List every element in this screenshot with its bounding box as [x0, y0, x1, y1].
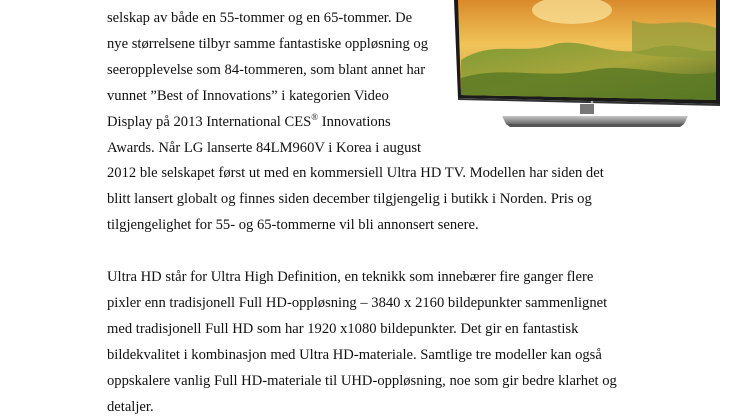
paragraph-text: Display på 2013 International CES — [107, 114, 312, 130]
paragraph-line: med tradisjonell Full HD som har 1920 x1080 bildepunkter. Det gir en fantastisk — [107, 321, 579, 337]
paragraph-line: vunnet ”Best of Innovations” i kategorien Video — [107, 88, 389, 104]
paragraph-line: Ultra HD står for Ultra High Definition, en teknikk som innebærer fire ganger flere — [107, 269, 594, 285]
tv-landscape-image — [452, 0, 722, 130]
paragraph-line: detaljer. — [107, 399, 154, 415]
paragraph-line: tilgjengelighet for 55- og 65-tommerne vil bli annonsert senere. — [107, 217, 479, 233]
paragraph-line: nye størrelsene tilbyr samme fantastiske oppløsning og — [107, 36, 428, 52]
registered-mark: ® — [311, 112, 319, 123]
paragraph-line — [107, 109, 391, 135]
paragraph-line: selskap av både en 55-tommer og en 65-tommer. De — [107, 10, 413, 26]
paragraph-line: oppskalere vanlig Full HD-materiale til UHD-oppløsning, noe som gir bedre klarhet og — [107, 373, 617, 389]
paragraph-line: bildekvalitet i kombinasjon med Ultra HD-materiale. Samtlige tre modeller kan også — [107, 347, 602, 363]
paragraph-line: blitt lansert globalt og finnes siden december tilgjengelig i butikk i Norden. Pris og — [107, 191, 592, 207]
paragraph-line: Awards. Når LG lanserte 84LM960V i Korea i august — [107, 140, 422, 156]
paragraph-line: seeropplevelse som 84-tommeren, som blant annet har — [107, 62, 426, 78]
paragraph-line: 2012 ble selskapet først ut med en kommersiell Ultra HD TV. Modellen har siden det — [107, 165, 604, 181]
paragraph-line: pixler enn tradisjonell Full HD-oppløsning – 3840 x 2160 bildepunkter sammenlignet — [107, 295, 608, 311]
paragraph-text: Innovations — [318, 114, 391, 130]
